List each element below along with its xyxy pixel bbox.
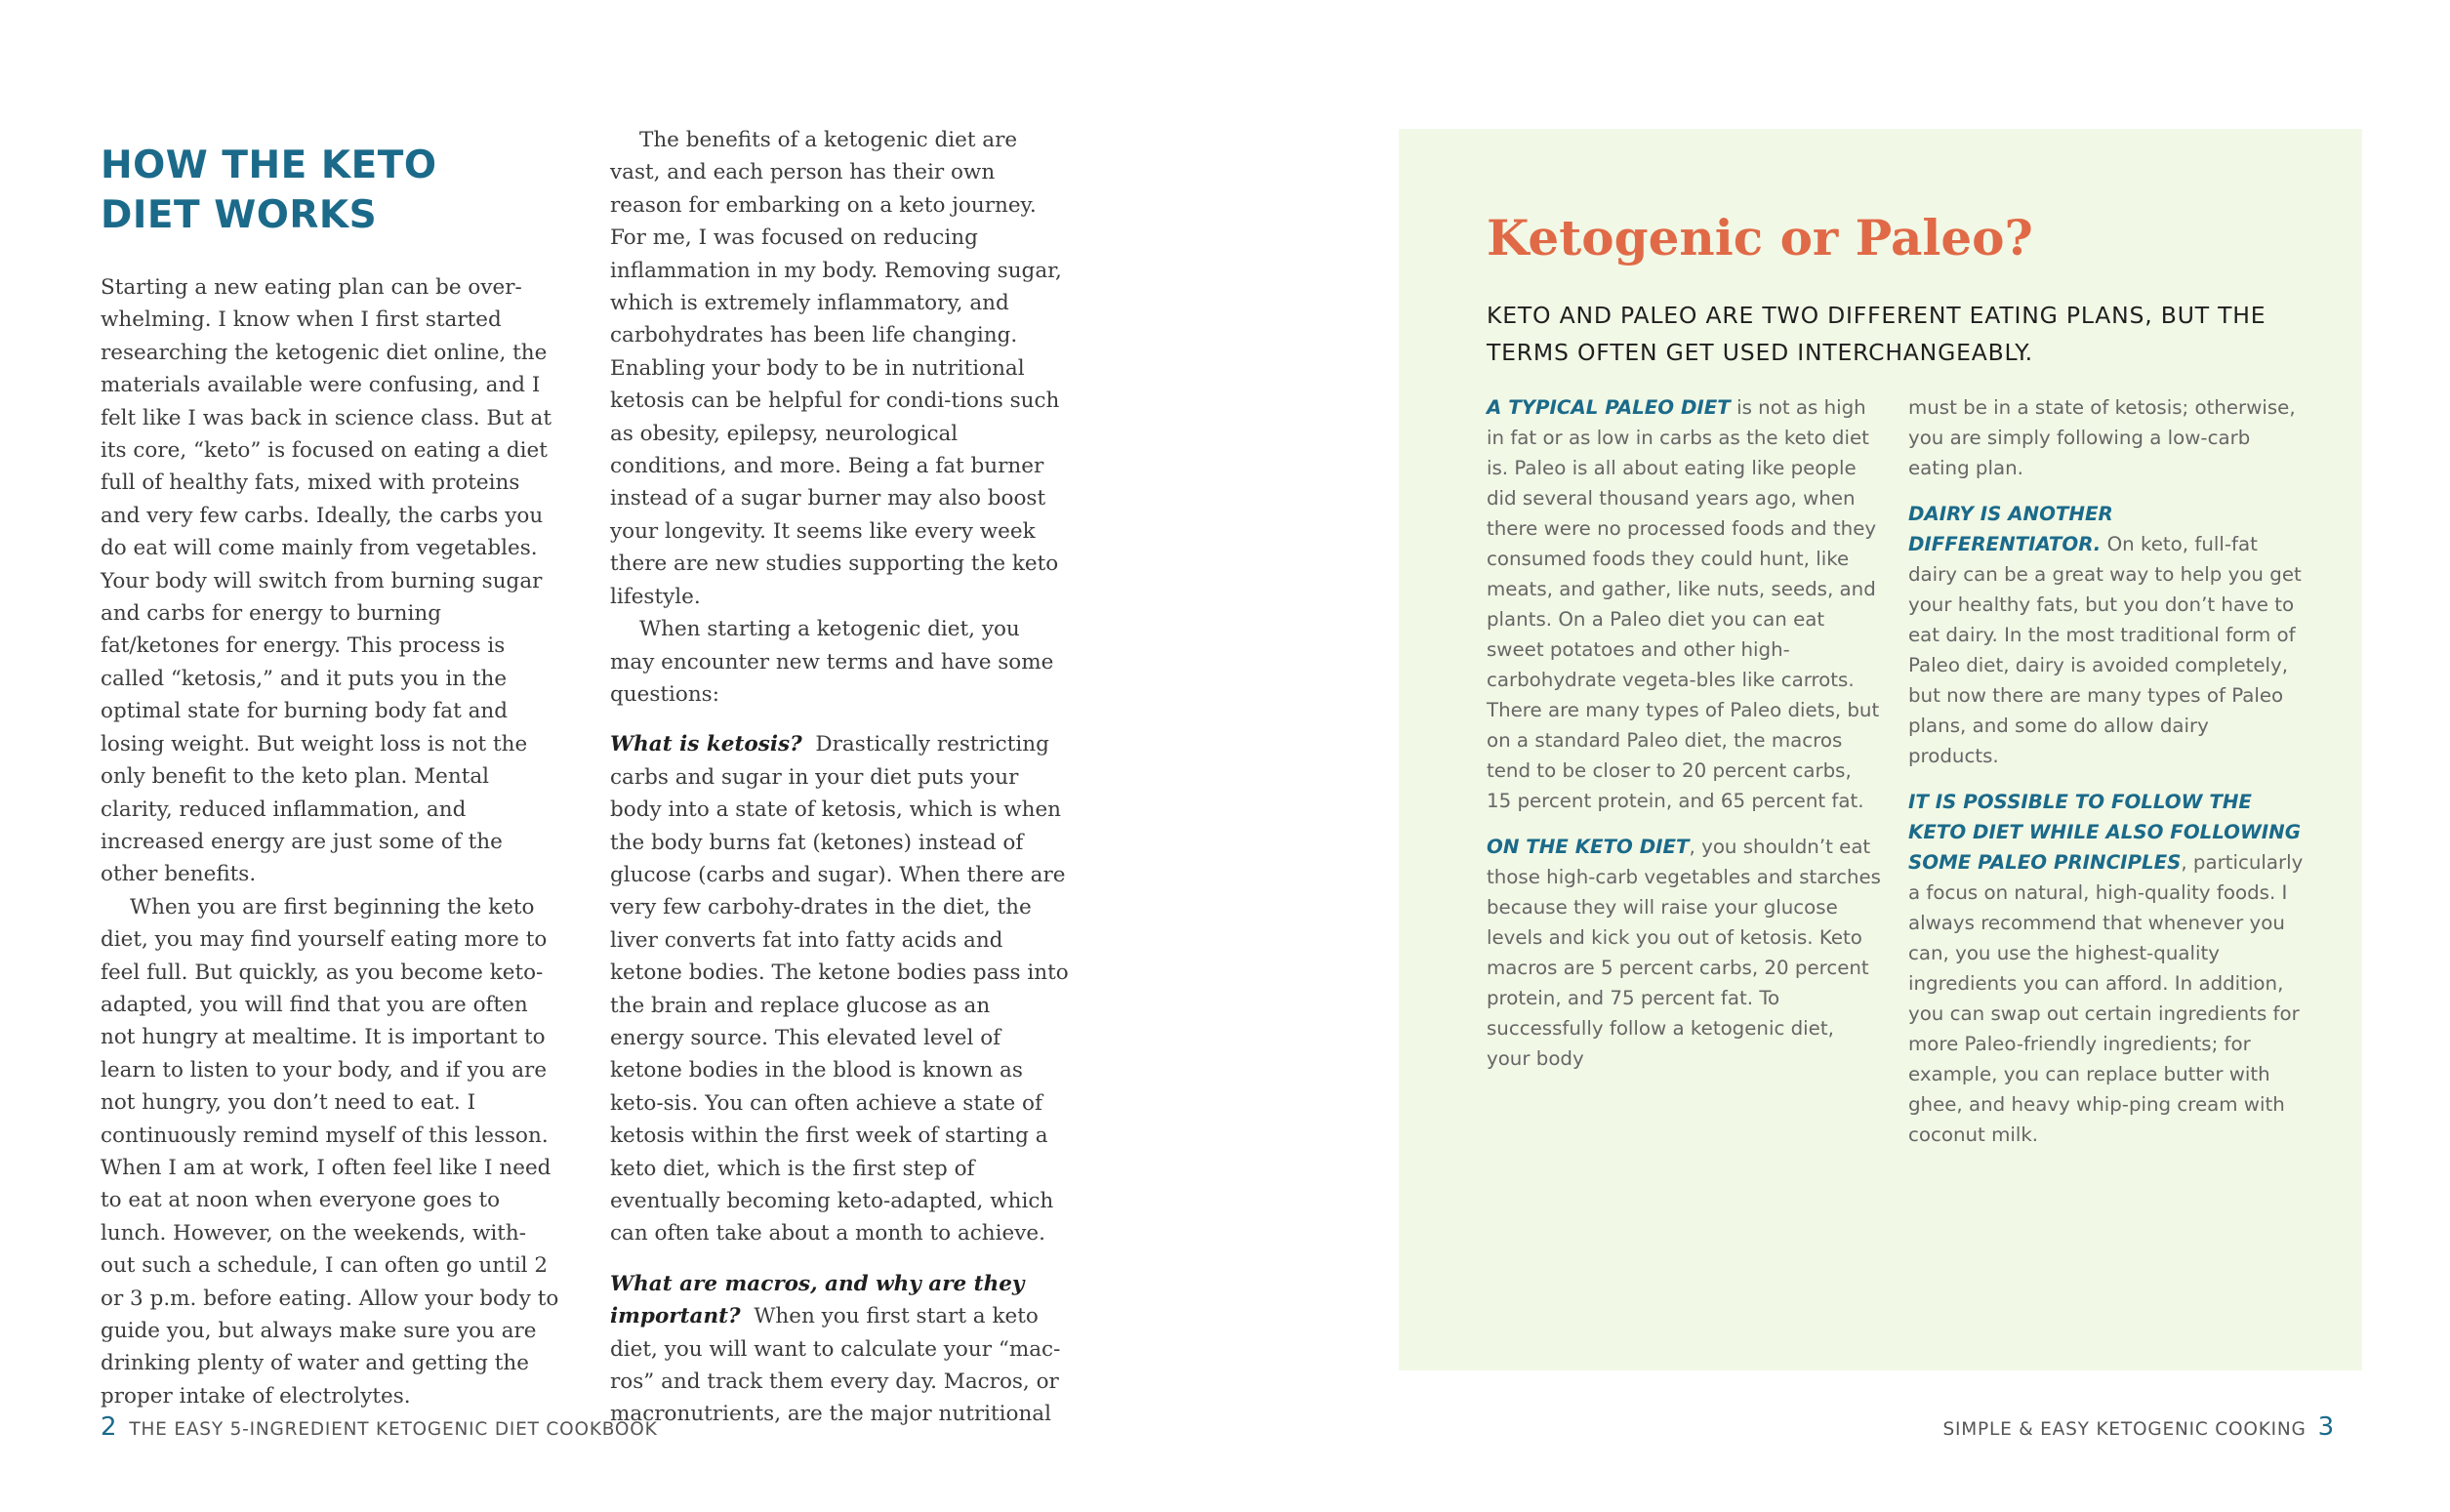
sidebar-paragraph [1487,392,1882,816]
sidebar-paragraph [1908,787,2304,1150]
body-paragraph: The benefits of a ketogenic diet are vast, and each person has their own reason for embarking on a keto journey. For me, I was focused on reducing inflammation in my body. Removing sugar, which is extremely inflammatory, and carbohydrates has been life changing. Enabling your body to be in nutritional ketosis can be helpful for condi-tions such as obesity, epilepsy, neurological conditions, and more. Being a fat burner instead of a sugar burner may also boost your longevity. It seems like every week there are new studies supporting the keto lifestyle. [610,128,1062,609]
question-label: What are macros, and why are they important? [610,1271,1025,1329]
sidebar-text: On keto, full-fat dairy can be a great way to help you get your healthy fats, but you don’t have to eat dairy. In the most traditional form of Paleo diet, dairy is avoided completely, but now there are many types of Paleo plans, and some do allow dairy products. [1908,533,2302,767]
lead-in: A TYPICAL PALEO DIET [1487,396,1731,419]
section-heading: HOW THE KETO DIET WORKS [101,143,437,237]
lead-in: ON THE KETO DIET [1487,836,1690,858]
body-paragraph: When you are first beginning the keto diet, you may find yourself eating more to feel full. But quickly, as you become keto-adapted, you will find that you are often not hungry at mealtime. It is important to learn to listen to your body, and if you are not hungry, you don’t need to eat. I continuously remind myself of this lesson. When I am at work, I often feel like I need to eat at noon when everyone goes to lunch. However, on the weekends, with-out such a schedule, I can often go until 2 or 3 p.m. before eating. Allow your body to guide you, but always make sure you are drinking plenty of water and getting the proper intake of electrolytes. [101,894,559,1409]
sidebar-text: , particularly a focus on natural, high-quality foods. I always recommend that whenever you can, you use the highest-quality ingredients you can afford. In addition, you can swap out certain ingredients for more Paleo-friendly ingredients; for example, you can replace butter with ghee, and heavy whip-ping cream with coconut milk. [1908,851,2304,1146]
sidebar-subtitle: KETO AND PALEO ARE TWO DIFFERENT EATING PLANS, BUT THE TERMS OFTEN GET USED INTERCHANGEABLY. [1487,302,2266,366]
answer-text: When you first start a keto diet, you will want to calculate your “mac-ros” and track them every day. Macros, or macronutrients, are the major nutritional [610,1304,1061,1427]
body-paragraph: When starting a ketogenic diet, you may encounter new terms and have some questions: [610,617,1054,707]
footer-left [101,1413,658,1444]
running-footer: SIMPLE & EASY KETOGENIC COOKING [1942,1419,2307,1440]
sidebar-paragraph [1908,392,2304,483]
sidebar-title: Ketogenic or Paleo? [1487,209,2033,266]
sidebar-text: , you shouldn’t eat those high-carb vegetables and starches because they will raise your glucose levels and kick you out of ketosis. Keto macros are 5 percent carbs, 20 percent protein, and 75 percent fat. To successfully follow a ketogenic diet, your body [1487,836,1881,1070]
qa-macros [610,1268,1069,1431]
body-column-middle [610,124,1069,1431]
running-footer: THE EASY 5-INGREDIENT KETOGENIC DIET COOKBOOK [129,1419,658,1440]
sidebar-text: is not as high in fat or as low in carbs as the keto diet is. Paleo is all about eating like people did several thousand years ago, when there were no processed foods and they consumed foods they could hunt, like meats, and gather, like nuts, seeds, and plants. On a Paleo diet you can eat sweet potatoes and other high-carbohydrate vegeta-bles like carrots. There are many types of Paleo diets, but on a standard Paleo diet, the macros tend to be closer to 20 percent carbs, 15 percent protein, and 65 percent fat. [1487,396,1880,812]
page-number: 2 [101,1412,118,1442]
sidebar-paragraph [1487,832,1882,1074]
sidebar-column-2 [1908,392,2304,1150]
body-paragraph: Starting a new eating plan can be over-whelming. I know when I first started researching the ketogenic diet online, the materials available were confusing, and I felt like I was back in science class. But at its core, “keto” is focused on eating a diet full of healthy fats, mixed with proteins and very few carbs. Ideally, the carbs you do eat will come mainly from vegetables. Your body will switch from burning sugar and carbs for energy to burning fat/ketones for energy. This process is called “ketosis,” and it puts you in the optimal state for burning body fat and losing weight. But weight loss is not the only benefit to the keto plan. Mental clarity, reduced inflammation, and increased energy are just some of the other benefits. [101,275,551,887]
sidebar-box [1399,129,2362,1370]
footer-right [1942,1413,2335,1444]
sidebar-paragraph [1908,499,2304,771]
page-number: 3 [2317,1412,2335,1442]
sidebar-column-1 [1487,392,1882,1074]
lead-in: DAIRY IS ANOTHER DIFFERENTIATOR. [1908,503,2113,555]
lead-in: IT IS POSSIBLE TO FOLLOW THE KETO DIET WHILE ALSO FOLLOWING SOME PALEO PRINCIPLES [1908,791,2301,874]
sidebar-text: must be in a state of ketosis; otherwise, you are simply following a low-carb eating plan. [1908,396,2296,479]
qa-ketosis [610,728,1069,1250]
answer-text: Drastically restricting carbs and sugar in your diet puts your body into a state of ketosis, which is when the body burns fat (ketones) instead of glucose (carbs and sugar). When there are very few carbohy-drates in the diet, the liver converts fat into fatty acids and ketone bodies. The ketone bodies pass into the brain and replace glucose as an energy source. This elevated level of ketone bodies in the blood is known as keto-sis. You can often achieve a state of ketosis within the first week of starting a keto diet, which is the first step of eventually becoming keto-adapted, which can often take about a month to achieve. [610,732,1069,1246]
body-column-left [101,271,559,1412]
question-label: What is ketosis? [610,732,802,757]
